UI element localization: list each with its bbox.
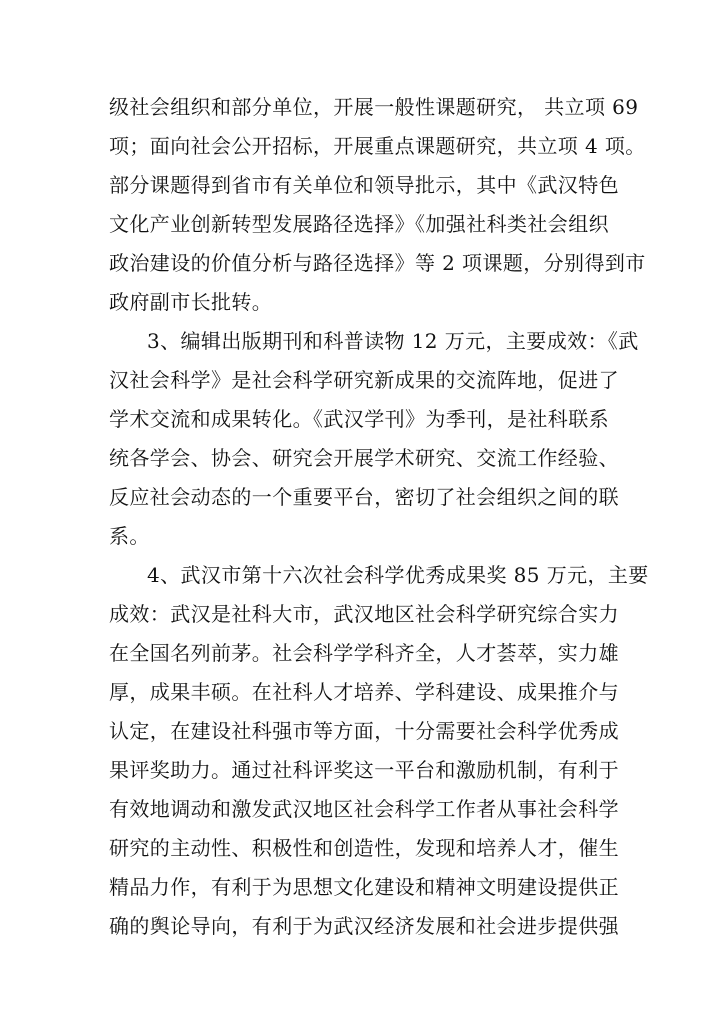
text-line: 系。 bbox=[109, 524, 150, 548]
text-line: 部分课题得到省市有关单位和领导批示，其中《武汉特色 bbox=[109, 173, 619, 197]
text-line: 果评奖助力。通过社科评奖这一平台和激励机制，有利于 bbox=[109, 758, 619, 782]
paragraph-4-first-line: 4、武汉市第十六次社会科学优秀成果奖 85 万元，主要 bbox=[147, 563, 649, 587]
text-line: 成效：武汉是社科大市，武汉地区社会科学研究综合实力 bbox=[109, 602, 619, 626]
text-line: 在全国名列前茅。社会科学学科齐全，人才荟萃，实力雄 bbox=[109, 641, 619, 665]
text-line: 认定，在建设社科强市等方面，十分需要社会科学优秀成 bbox=[109, 719, 619, 743]
text-line: 政府副市长批转。 bbox=[109, 290, 273, 314]
text-line: 有效地调动和激发武汉地区社会科学工作者从事社会科学 bbox=[109, 797, 619, 821]
text-line: 反应社会动态的一个重要平台，密切了社会组织之间的联 bbox=[109, 485, 619, 509]
text-line: 确的舆论导向，有利于为武汉经济发展和社会进步提供强 bbox=[109, 914, 619, 938]
text-line: 政治建设的价值分析与路径选择》等 2 项课题，分别得到市 bbox=[109, 251, 646, 275]
text-line: 级社会组织和部分单位，开展一般性课题研究， 共立项 69 bbox=[109, 95, 639, 119]
text-line: 精品力作，有利于为思想文化建设和精神文明建设提供正 bbox=[109, 875, 619, 899]
text-line: 汉社会科学》是社会科学研究新成果的交流阵地，促进了 bbox=[109, 368, 619, 392]
text-line: 学术交流和成果转化。《武汉学刊》为季刊，是社科联系 bbox=[109, 407, 609, 431]
text-line: 研究的主动性、积极性和创造性，发现和培养人才，催生 bbox=[109, 836, 619, 860]
text-line: 文化产业创新转型发展路径选择》《加强社科类社会组织 bbox=[109, 212, 609, 236]
text-line: 项；面向社会公开招标，开展重点课题研究，共立项 4 项。 bbox=[109, 134, 646, 158]
paragraph-3-first-line: 3、编辑出版期刊和科普读物 12 万元，主要成效：《武 bbox=[147, 329, 639, 353]
text-line: 统各学会、协会、研究会开展学术研究、交流工作经验、 bbox=[109, 446, 619, 470]
text-line: 厚，成果丰硕。在社科人才培养、学科建设、成果推介与 bbox=[109, 680, 619, 704]
